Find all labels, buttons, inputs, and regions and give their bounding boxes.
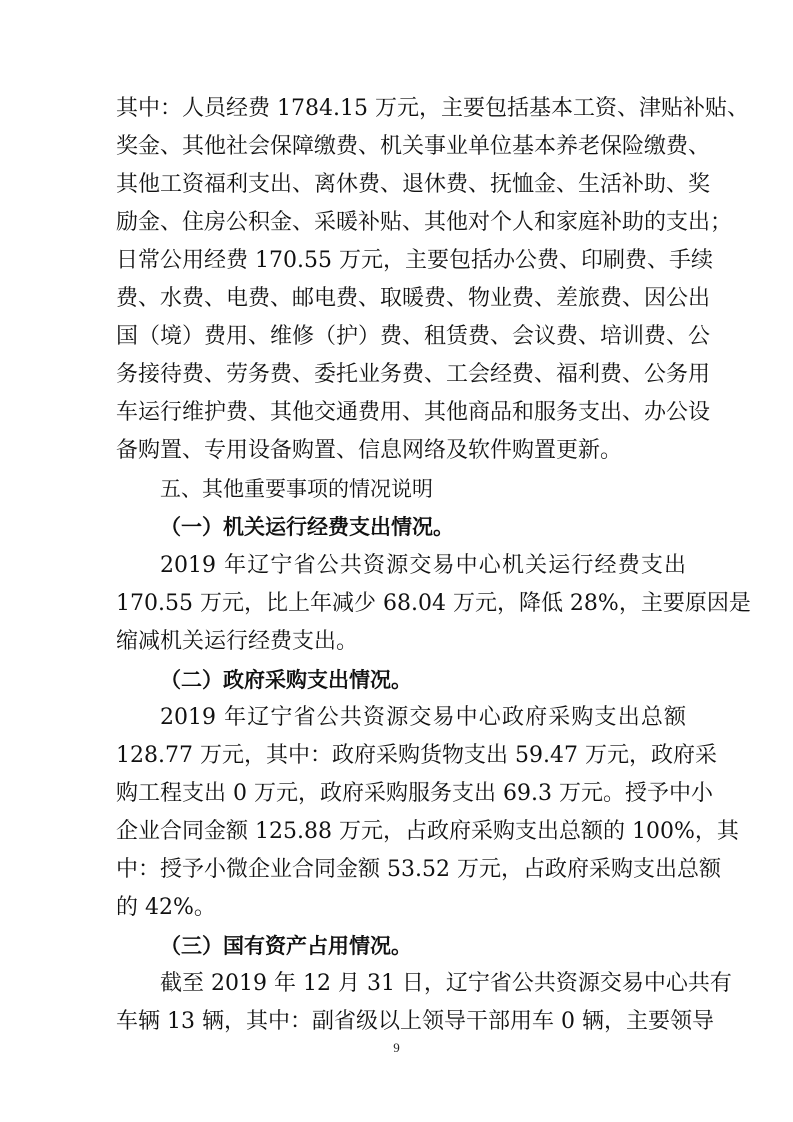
page-number: 9 <box>393 1040 400 1055</box>
text-line: 务接待费、劳务费、委托业务费、工会经费、福利费、公务用 <box>116 362 711 387</box>
text-line: 日常公用经费 170.55 万元，主要包括办公费、印刷费、手续 <box>116 248 713 273</box>
subsection-title-procurement: （二）政府采购支出情况。 <box>160 668 412 692</box>
text-line: 2019 年辽宁省公共资源交易中心政府采购支出总额 <box>160 705 686 730</box>
text-line: 其中：人员经费 1784.15 万元，主要包括基本工资、津贴补贴、 <box>116 96 749 121</box>
text-line: 购工程支出 0 万元，政府采购服务支出 69.3 万元。授予中小 <box>116 781 713 806</box>
text-line: 企业合同金额 125.88 万元，占政府采购支出总额的 100%，其 <box>116 819 739 844</box>
subsection-title-assets: （三）国有资产占用情况。 <box>160 934 412 958</box>
text-line: 截至 2019 年 12 月 31 日，辽宁省公共资源交易中心共有 <box>160 971 732 996</box>
text-line: 其他工资福利支出、离休费、退休费、抚恤金、生活补助、奖 <box>116 172 711 197</box>
text-line: 缩减机关运行经费支出。 <box>116 629 359 654</box>
text-line: 128.77 万元，其中：政府采购货物支出 59.47 万元，政府采 <box>116 743 717 768</box>
text-line: 励金、住房公积金、采暖补贴、其他对个人和家庭补助的支出； <box>116 210 733 235</box>
text-line: 的 42%。 <box>116 895 216 920</box>
text-line: 奖金、其他社会保障缴费、机关事业单位基本养老保险缴费、 <box>116 134 711 159</box>
text-line: 备购置、专用设备购置、信息网络及软件购置更新。 <box>116 438 623 463</box>
text-line: 中：授予小微企业合同金额 53.52 万元，占政府采购支出总额 <box>116 857 721 882</box>
subsection-title-operating-costs: （一）机关运行经费支出情况。 <box>160 515 454 539</box>
section-title: 五、其他重要事项的情况说明 <box>160 477 433 501</box>
text-line: 车辆 13 辆，其中：副省级以上领导干部用车 0 辆，主要领导 <box>116 1009 714 1034</box>
text-line: 车运行维护费、其他交通费用、其他商品和服务支出、办公设 <box>116 400 711 425</box>
text-line: 国（境）费用、维修（护）费、租赁费、会议费、培训费、公 <box>116 324 711 349</box>
text-line: 170.55 万元，比上年减少 68.04 万元，降低 28%，主要原因是 <box>116 591 751 616</box>
text-line: 2019 年辽宁省公共资源交易中心机关运行经费支出 <box>160 553 686 578</box>
text-line: 费、水费、电费、邮电费、取暖费、物业费、差旅费、因公出 <box>116 286 711 311</box>
